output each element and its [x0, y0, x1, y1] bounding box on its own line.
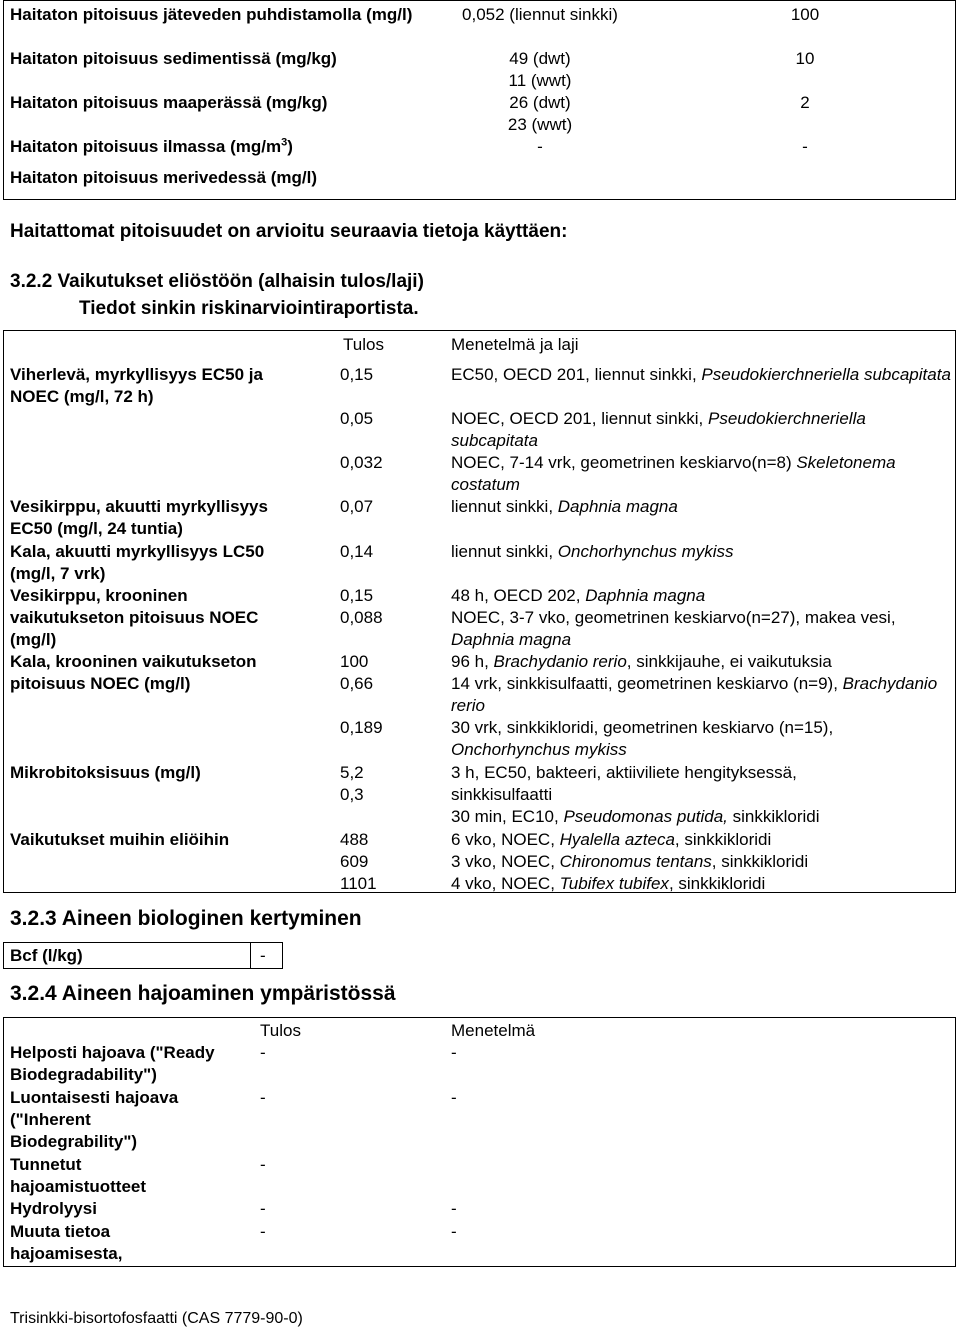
effect-method: 48 h, OECD 202, Daphnia magna	[451, 586, 706, 605]
effect-result: 0,05	[340, 409, 374, 428]
degradation-result: -	[260, 1088, 266, 1107]
section-322-heading: 3.2.2 Vaikutukset eliöstöön (alhaisin tulos/laji)	[10, 271, 424, 292]
degradation-result: -	[260, 1043, 266, 1062]
effect-result: 0,189	[340, 718, 383, 737]
effect-result: 0,032	[340, 453, 383, 472]
page-footer: Trisinkki-bisortofosfaatti (CAS 7779-90-0)	[10, 1310, 303, 1327]
top-row-4-label: Haitaton pitoisuus ilmassa $(mg/m^3)$	[10, 136, 293, 156]
effect-method: NOEC, 7-14 vrk, geometrinen keskiarvo(n=8) Skeletonema costatum	[451, 453, 896, 494]
top-row-1-label: Haitaton pitoisuus jäteveden puhdistamolla (mg/l)	[10, 5, 413, 24]
degradation-row-label: Helposti hajoava ("Ready Biodegradability")	[10, 1043, 215, 1084]
degradation-result: -	[260, 1199, 266, 1218]
effect-row-label: Vaikutukset muihin eliöihin	[10, 830, 230, 849]
top-row-3-value: 26 (dwt) 23 (wwt)	[507, 93, 573, 134]
section-324-heading: 3.2.4 Aineen hajoaminen ympäristössä	[10, 982, 396, 1005]
degradation-result: -	[260, 1222, 266, 1241]
bcf-label: Bcf (l/kg)	[10, 946, 83, 965]
effect-method: EC50, OECD 201, liennut sinkki, Pseudokierchneriella subcapitata	[451, 365, 951, 384]
degradation-row-label: Luontaisesti hajoava ("Inherent Biodegrability")	[10, 1088, 179, 1151]
effect-method: 4 vko, NOEC, Tubifex tubifex, sinkkikloridi	[451, 874, 766, 893]
effect-row-label: Kala, akuutti myrkyllisyys LC50 (mg/l, 7 vrk)	[10, 542, 265, 583]
degradation-row-label: Tunnetut hajoamistuotteet	[10, 1155, 147, 1196]
top-row-3-label: Haitaton pitoisuus maaperässä (mg/kg)	[10, 93, 328, 112]
effect-result: 100	[340, 652, 369, 671]
effect-row-label: Vesikirppu, krooninen vaikutukseton pitoisuus NOEC (mg/l)	[10, 586, 259, 649]
degradation-method: -	[451, 1043, 457, 1062]
section-323-heading: 3.2.3 Aineen biologinen kertyminen	[10, 907, 362, 930]
effect-method: 14 vrk, sinkkisulfaatti, geometrinen keskiarvo (n=9), Brachydanio rerio	[451, 674, 938, 715]
effect-method: NOEC, 3-7 vko, geometrinen keskiarvo(n=27), makea vesi, Daphnia magna	[451, 608, 896, 649]
top-row-2-value-right: 10	[795, 49, 815, 68]
degradation-col-result: Tulos	[260, 1021, 301, 1040]
effect-result: 0,088	[340, 608, 383, 627]
effect-method: 3 h, EC50, bakteeri, aktiiviliete hengityksessä, sinkkisulfaatti	[451, 763, 797, 804]
top-row-3-value-right: 2	[800, 93, 810, 112]
assessment-note: Haitattomat pitoisuudet on arvioitu seuraavia tietoja käyttäen:	[10, 221, 568, 242]
top-row-2-value: 49 (dwt) 11 (wwt)	[508, 49, 572, 90]
effect-row-label: Vesikirppu, akuutti myrkyllisyys EC50 (mg/l, 24 tuntia)	[10, 497, 268, 538]
degradation-row-label: Muuta tietoa hajoamisesta,	[10, 1222, 123, 1263]
effect-method: 6 vko, NOEC, Hyalella azteca, sinkkikloridi	[451, 830, 772, 849]
effect-result: 0,15	[340, 586, 374, 605]
effect-result: 5,2	[340, 763, 364, 782]
effect-method: 30 vrk, sinkkikloridi, geometrinen keskiarvo (n=15), Onchorhynchus mykiss	[451, 718, 834, 759]
effect-result: 609	[340, 852, 369, 871]
degradation-result: -	[260, 1155, 266, 1174]
section-322-subheading: Tiedot sinkin riskinarviointiraportista.	[79, 298, 419, 319]
effect-method: 96 h, Brachydanio rerio, sinkkijauhe, ei vaikutuksia	[451, 652, 832, 671]
effect-result: 0,15	[340, 365, 374, 384]
col-method-header: Menetelmä ja laji	[451, 335, 579, 354]
effect-method: liennut sinkki, Onchorhynchus mykiss	[451, 542, 734, 561]
effect-result: 0,3	[340, 785, 364, 804]
effect-result: 0,14	[340, 542, 374, 561]
effect-row-label: Kala, krooninen vaikutukseton pitoisuus NOEC (mg/l)	[10, 652, 257, 693]
effect-method: liennut sinkki, Daphnia magna	[451, 497, 678, 516]
degradation-method: -	[451, 1088, 457, 1107]
top-row-4-value-right: -	[802, 137, 808, 156]
degradation-method: -	[451, 1222, 457, 1241]
effect-result: 0,66	[340, 674, 374, 693]
top-row-2-label: Haitaton pitoisuus sedimentissä (mg/kg)	[10, 49, 337, 68]
effect-method: 3 vko, NOEC, Chironomus tentans, sinkkikloridi	[451, 852, 809, 871]
effect-result: 0,07	[340, 497, 374, 516]
top-row-4-value: -	[537, 137, 543, 156]
col-result-header: Tulos	[343, 335, 384, 354]
effect-method: 30 min, EC10, Pseudomonas putida, sinkkikloridi	[451, 807, 820, 826]
effect-method: NOEC, OECD 201, liennut sinkki, Pseudokierchneriella subcapitata	[451, 409, 866, 450]
degradation-method: -	[451, 1199, 457, 1218]
top-row-1-value-right: 100	[790, 5, 820, 24]
top-row-5-label: Haitaton pitoisuus merivedessä (mg/l)	[10, 168, 318, 187]
effect-result: 1101	[340, 874, 377, 893]
degradation-row-label: Hydrolyysi	[10, 1199, 97, 1218]
effect-result: 488	[340, 830, 369, 849]
degradation-col-method: Menetelmä	[451, 1021, 536, 1040]
effect-row-label: Viherlevä, myrkyllisyys EC50 ja NOEC (mg/l, 72 h)	[10, 365, 263, 406]
effect-row-label: Mikrobitoksisuus (mg/l)	[10, 763, 201, 782]
bcf-value: -	[260, 946, 266, 965]
top-row-1-value: 0,052 (liennut sinkki)	[462, 5, 618, 24]
